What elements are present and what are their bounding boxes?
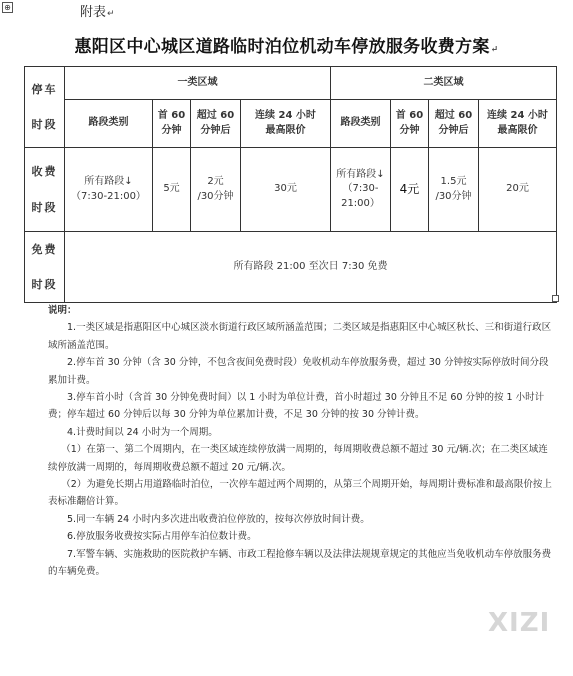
col-road-type-zone2: 路段类别 bbox=[331, 100, 391, 148]
zone2-first-60-fee: 4元 bbox=[391, 148, 429, 232]
row-header-fee bbox=[25, 148, 65, 232]
table-move-handle-icon[interactable]: ⊕ bbox=[2, 2, 13, 13]
col-line: 连续 24 小时 bbox=[487, 110, 548, 121]
zone1-over-60-fee bbox=[191, 148, 241, 232]
paragraph-mark-icon: ↵ bbox=[107, 9, 115, 19]
cell-line: 21:00） bbox=[341, 197, 380, 209]
cell-line: 1.5元 bbox=[440, 176, 467, 187]
zone2-max-24h-fee: 20元 bbox=[479, 148, 557, 232]
attachment-label bbox=[80, 1, 115, 20]
row-header-line: 时段 bbox=[31, 278, 58, 292]
site-watermark: XIZI bbox=[488, 608, 551, 638]
col-over-60-zone1 bbox=[191, 100, 241, 148]
col-first-60-zone2 bbox=[391, 100, 429, 148]
zone-1-header: 一类区域 bbox=[65, 67, 331, 100]
col-line: 超过 60 bbox=[196, 110, 235, 121]
cell-line: 2元 bbox=[207, 176, 224, 187]
col-line: 首 60 bbox=[157, 110, 186, 121]
row-header-parking-time bbox=[25, 67, 65, 148]
note-item: 3.停车首小时（含首 30 分钟免费时间）以 1 小时为单位计费，首小时超过 30 分钟且不足 60 分钟的按 1 小时计费；停车超过 60 分钟后以每 30 分钟为单位累加计费，不足 30 分钟的按 30 分钟计费。 bbox=[48, 392, 545, 421]
row-header-line: 停车 bbox=[31, 82, 58, 96]
col-line: 分钟 bbox=[161, 124, 182, 136]
cell-line: （7:30-21:00） bbox=[71, 190, 146, 202]
table-resize-handle[interactable] bbox=[552, 295, 559, 302]
row-header-line: 时段 bbox=[31, 200, 58, 214]
note-item: 2.停车首 30 分钟（含 30 分钟，不包含夜间免费时段）免收机动车停放服务费，超过 30 分钟按实际停放时间分段累加计费。 bbox=[48, 357, 549, 386]
attachment-label-text: 附表 bbox=[80, 5, 107, 20]
paragraph-mark-icon: ↵ bbox=[490, 45, 499, 55]
notes-section bbox=[48, 302, 553, 581]
note-item: （1）在第一、第二个周期内，在一类区域连续停放满一周期的，每周期收费总额不超过 30 元/辆.次；在二类区域连续停放满一周期的，每周期收费总额不超过 20 元/辆.次。 bbox=[48, 444, 548, 473]
free-period-text: 所有路段 21:00 至次日 7:30 免费 bbox=[65, 232, 557, 303]
row-header-line: 收费 bbox=[31, 165, 58, 179]
document-title-text: 惠阳区中心城区道路临时泊位机动车停放服务收费方案 bbox=[74, 37, 490, 57]
zone2-over-60-fee bbox=[429, 148, 479, 232]
zone1-first-60-fee: 5元 bbox=[153, 148, 191, 232]
document-title bbox=[0, 32, 573, 57]
col-line: 连续 24 小时 bbox=[255, 110, 316, 121]
note-item: 7.军警车辆、实施救助的医院救护车辆、市政工程抢修车辆以及法律法规规章规定的其他应当免收机动车停放服务费的车辆免费。 bbox=[48, 548, 552, 578]
col-max-24h-zone1 bbox=[241, 100, 331, 148]
cell-line: （7:30- bbox=[342, 183, 379, 195]
note-item: 1.一类区域是指惠阳区中心城区淡水街道行政区域所涵盖范围；二类区域是指惠阳区中心城区秋长、三和街道行政区域所涵盖范围。 bbox=[48, 322, 552, 351]
col-line: 分钟后 bbox=[200, 124, 231, 136]
col-line: 最高限价 bbox=[265, 124, 306, 136]
col-max-24h-zone2 bbox=[479, 100, 557, 148]
col-line: 分钟 bbox=[399, 124, 420, 136]
note-item: 6.停放服务收费按实际占用停车泊位数计费。 bbox=[67, 531, 257, 543]
col-line: 分钟后 bbox=[438, 124, 469, 136]
note-item: 5.同一车辆 24 小时内多次进出收费泊位停放的，按每次停放时间计费。 bbox=[67, 513, 370, 525]
cell-line: 所有路段↓ bbox=[84, 176, 133, 187]
col-road-type-zone1: 路段类别 bbox=[65, 100, 153, 148]
fee-table bbox=[24, 66, 557, 303]
cell-line: 所有路段↓ bbox=[336, 168, 385, 180]
zone1-road bbox=[65, 148, 153, 232]
note-item: 4.计费时间以 24 小时为一个周期。 bbox=[67, 426, 218, 438]
row-header-line: 免费 bbox=[31, 243, 58, 256]
cell-line: /30分钟 bbox=[197, 190, 234, 202]
notes-label: 说明： bbox=[48, 305, 77, 316]
col-line: 最高限价 bbox=[497, 124, 538, 136]
col-line: 超过 60 bbox=[434, 110, 473, 121]
zone2-road bbox=[331, 148, 391, 232]
col-over-60-zone2 bbox=[429, 100, 479, 148]
note-item: （2）为避免长期占用道路临时泊位，一次停车超过两个周期的，从第三个周期开始，每周期计费标准和最高限价按上表标准翻倍计算。 bbox=[48, 479, 552, 508]
zone1-max-24h-fee: 30元 bbox=[241, 148, 331, 232]
col-first-60-zone1 bbox=[153, 100, 191, 148]
row-header-free bbox=[25, 232, 65, 303]
row-header-line: 时段 bbox=[31, 118, 58, 131]
cell-line: /30分钟 bbox=[435, 190, 472, 202]
zone-2-header: 二类区域 bbox=[331, 67, 557, 100]
col-line: 首 60 bbox=[395, 110, 424, 121]
